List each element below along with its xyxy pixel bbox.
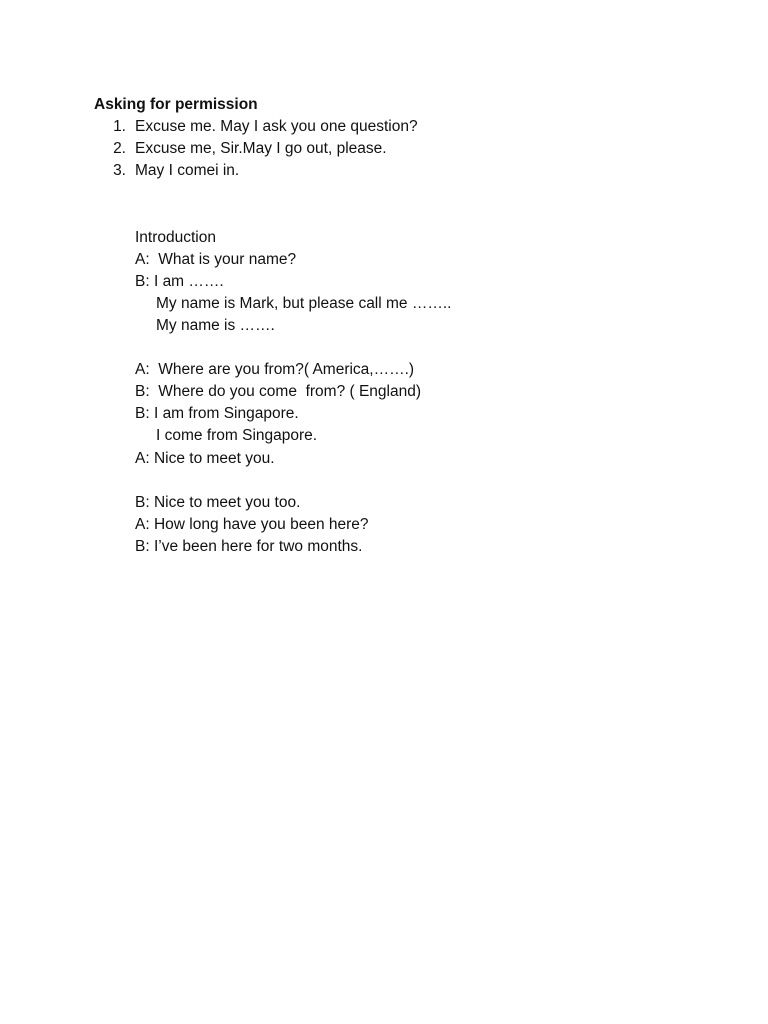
dialogue-line: A: How long have you been here? [135, 516, 369, 533]
dialogue-line: I come from Singapore. [156, 427, 318, 444]
list-item-number: 3. [113, 162, 126, 179]
dialogue-line: A: What is your name? [135, 251, 297, 268]
permission-heading: Asking for permission [94, 96, 258, 113]
list-item-number: 2. [113, 140, 126, 157]
dialogue-line: B: Nice to meet you too. [135, 494, 301, 511]
introduction-title: Introduction [135, 229, 216, 246]
dialogue-line: A: Nice to meet you. [135, 450, 275, 467]
dialogue-line: My name is Mark, but please call me …….. [156, 295, 452, 312]
dialogue-line: B: I am from Singapore. [135, 405, 299, 422]
list-item-text: Excuse me, Sir.May I go out, please. [135, 140, 387, 157]
dialogue-line: B: I’ve been here for two months. [135, 538, 363, 555]
dialogue-line: B: I am ……. [135, 273, 224, 290]
dialogue-line: A: Where are you from?( America,…….) [135, 361, 415, 378]
list-item-text: May I comei in. [135, 162, 240, 179]
dialogue-line: B: Where do you come from? ( England) [135, 383, 422, 400]
list-item-number: 1. [113, 118, 126, 135]
list-item-text: Excuse me. May I ask you one question? [135, 118, 418, 135]
dialogue-line: My name is ……. [156, 317, 275, 334]
